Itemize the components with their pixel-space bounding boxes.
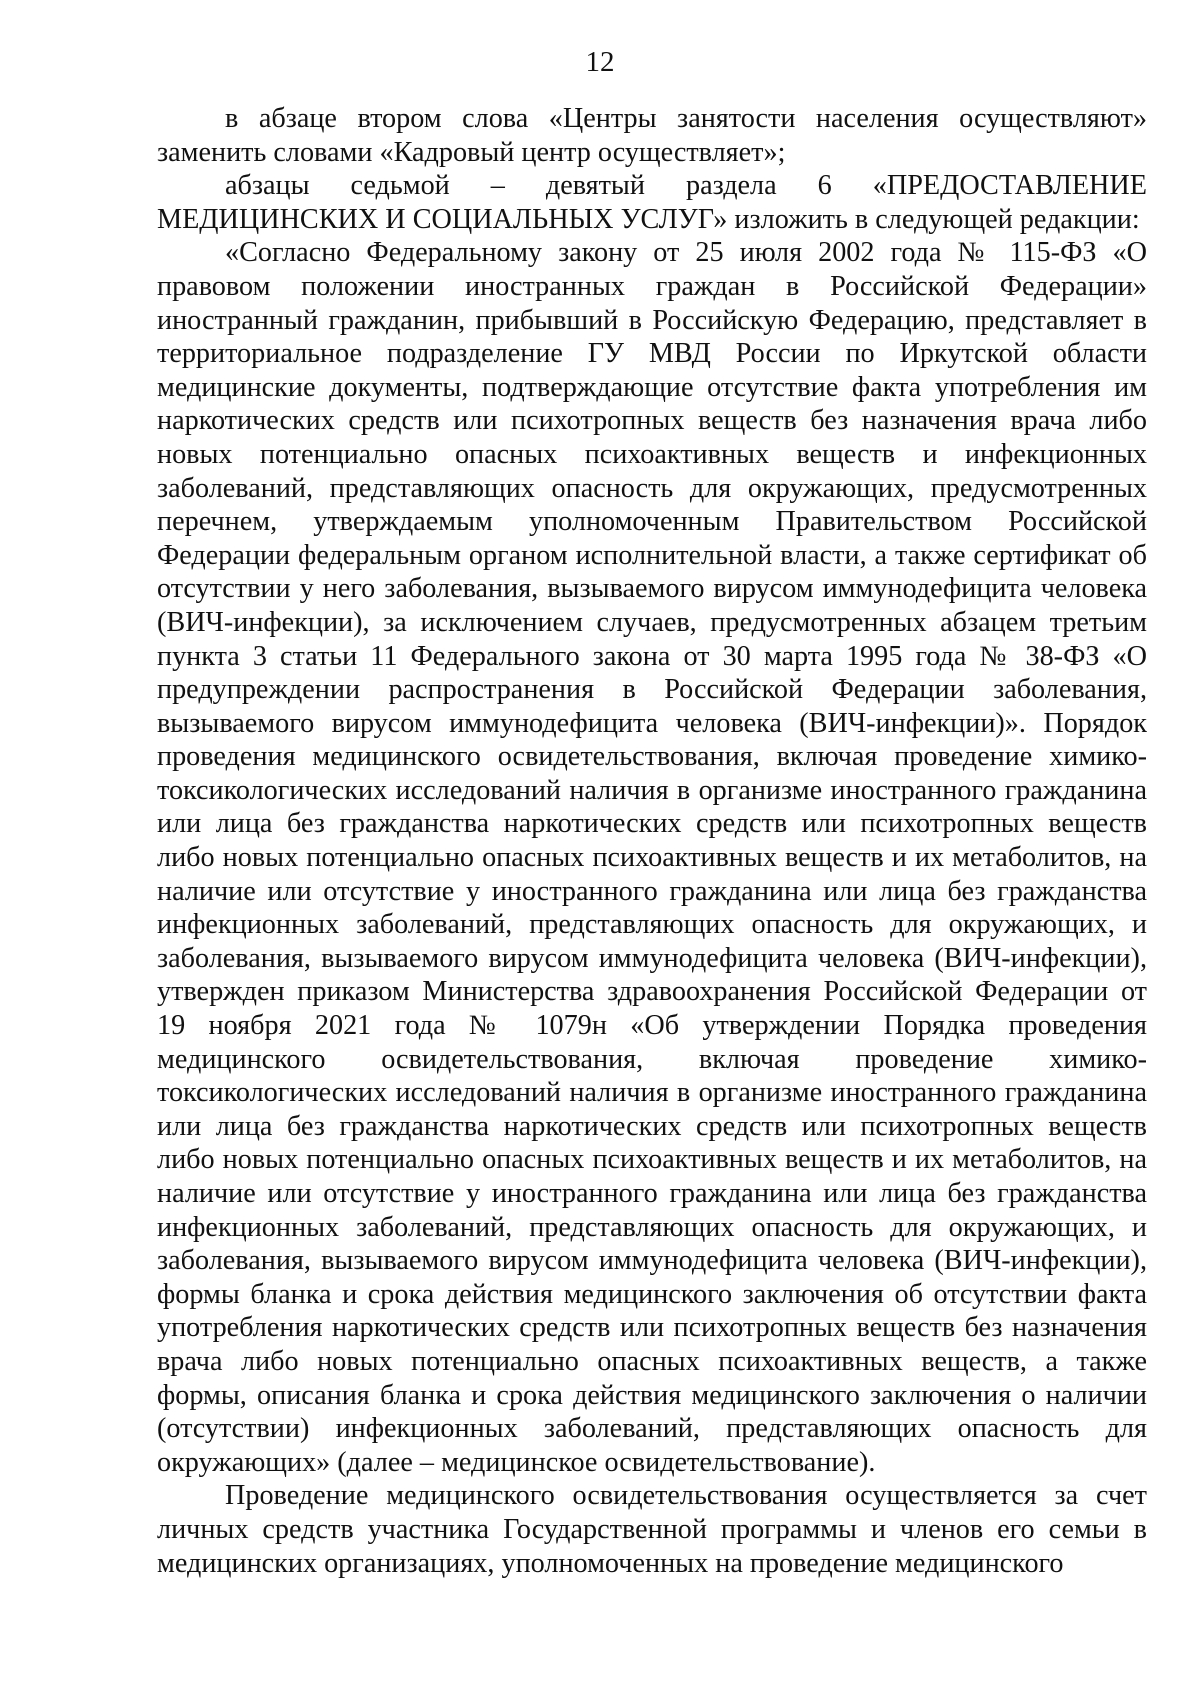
document-body [157, 102, 1147, 1580]
paragraph-medical-documents: «Согласно Федеральному закону от 25 июля 2002 года № 115-ФЗ «О правовом положении иностранных граждан в Российской Федерации» иностранный гражданин, прибывший в Российскую Федерацию, представляет в территориальное подразделение ГУ МВД России по Иркутской области медицинские документы, подтверждающие отсутствие факта употребления им наркотических средств или психотропных веществ без назначения врача либо новых потенциально опасных психоактивных веществ и инфекционных заболеваний, представляющих опасность для окружающих, предусмотренных перечнем, утверждаемым уполномоченным Правительством Российской Федерации федеральным органом исполнительной власти, а также сертификат об отсутствии у него заболевания, вызываемого вирусом иммунодефицита человека (ВИЧ-инфекции), за исключением случаев, предусмотренных абзацем третьим пункта 3 статьи 11 Федерального закона от 30 марта 1995 года № 38-ФЗ «О предупреждении распространения в Российской Федерации заболевания, вызываемого вирусом иммунодефицита человека (ВИЧ-инфекции)». Порядок проведения медицинского освидетельствования, включая проведение химико-токсикологических исследований наличия в организме иностранного гражданина или лица без гражданства наркотических средств или психотропных веществ либо новых потенциально опасных психоактивных веществ и их метаболитов, на наличие или отсутствие у иностранного гражданина или лица без гражданства инфекционных заболеваний, представляющих опасность для окружающих, и заболевания, вызываемого вирусом иммунодефицита человека (ВИЧ-инфекции), утвержден приказом Министерства здравоохранения Российской Федерации от 19 ноября 2021 года № 1079н «Об утверждении Порядка проведения медицинского освидетельствования, включая проведение химико-токсикологических исследований наличия в организме иностранного гражданина или лица без гражданства наркотических средств или психотропных веществ либо новых потенциально опасных психоактивных веществ и их метаболитов, на наличие или отсутствие у иностранного гражданина или лица без гражданства инфекционных заболеваний, представляющих опасность для окружающих, и заболевания, вызываемого вирусом иммунодефицита человека (ВИЧ-инфекции), формы бланка и срока действия медицинского заключения об отсутствии факта употребления наркотических средств или психотропных веществ без назначения врача либо новых потенциально опасных психоактивных веществ, а также формы, описания бланка и срока действия медицинского заключения о наличии (отсутствии) инфекционных заболеваний, представляющих опасность для окружающих» (далее – медицинское освидетельствование). [157, 237, 1147, 1478]
paragraph-amendment-section-6: абзацы седьмой – девятый раздела 6 «ПРЕДОСТАВЛЕНИЕ МЕДИЦИНСКИХ И СОЦИАЛЬНЫХ УСЛУГ» изложить в следующей редакции: [157, 170, 1147, 235]
paragraph-examination-costs: Проведение медицинского освидетельствования осуществляется за счет личных средств участника Государственной программы и членов его семьи в медицинских организациях, уполномоченных на проведение медицинского [157, 1480, 1147, 1579]
page-number: 12 [585, 46, 615, 78]
paragraph-amendment-centers: в абзаце втором слова «Центры занятости населения осуществляют» заменить словами «Кадровый центр осуществляет»; [157, 103, 1147, 168]
